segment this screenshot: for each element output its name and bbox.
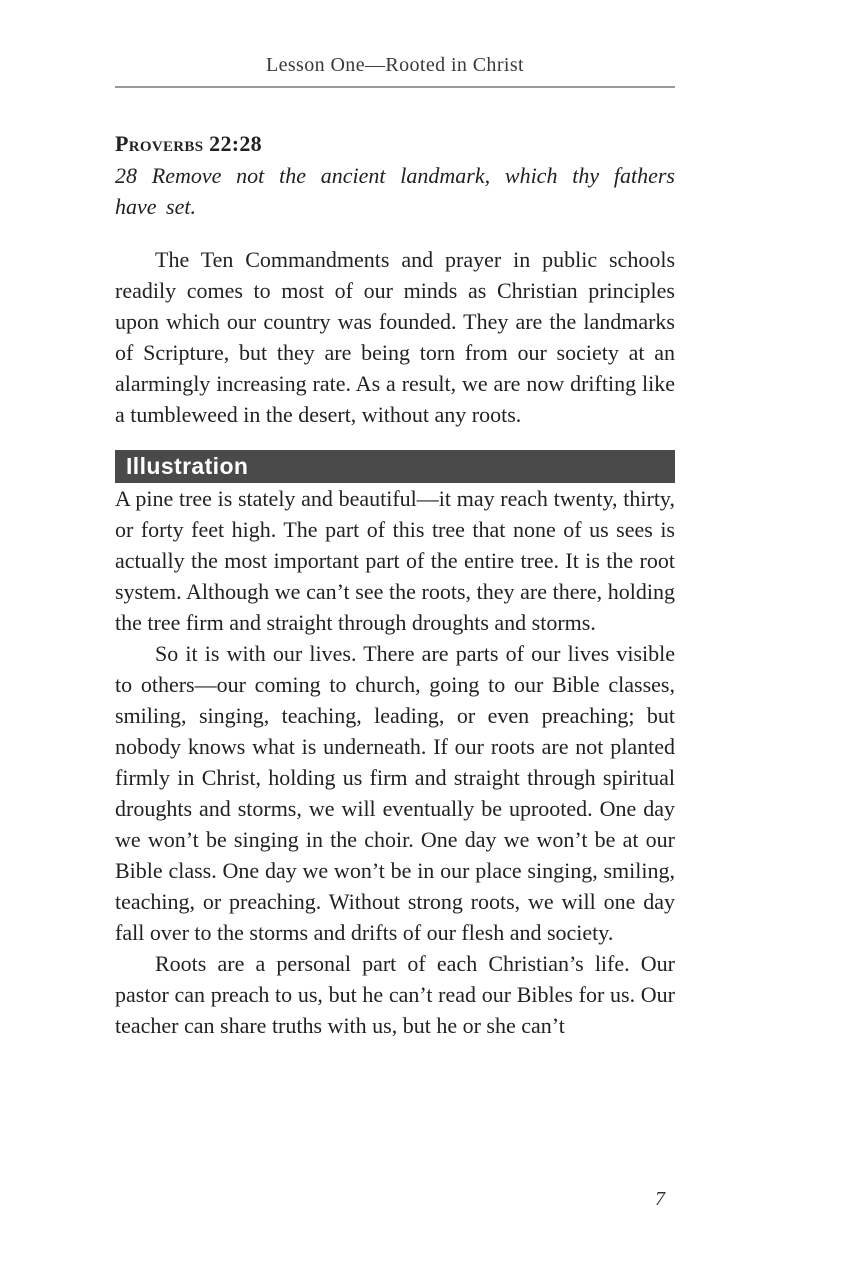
illustration-paragraph-1: A pine tree is stately and beautiful—it may reach twenty, thirty, or forty feet high. The part of this tree that none of us sees is actually the most important part of the entire tree. It is the root system. Although we can’t see the roots, they are there, holding the tree firm and straight through droughts and storms. bbox=[115, 486, 675, 635]
intro-paragraph: The Ten Commandments and prayer in public schools readily comes to most of our minds as Christian principles upon which our country was founded. They are the landmarks of Scripture, but they are being torn from our society at an alarmingly increasing rate. As a result, we are now drifting like a tumbleweed in the desert, without any roots. bbox=[115, 247, 675, 427]
scripture-verse: 28 Remove not the ancient landmark, which thy fathers have set. bbox=[115, 163, 675, 219]
page-number: 7 bbox=[655, 1188, 665, 1210]
illustration-heading-label: Illustration bbox=[126, 453, 249, 479]
running-header: Lesson One—Rooted in Christ bbox=[115, 52, 675, 88]
illustration-paragraph-2: So it is with our lives. There are parts of our lives visible to others—our coming to church, going to our Bible classes, smiling, singing, teaching, leading, or even preaching; but nobody knows what is underneath. If our roots are not planted firmly in Christ, holding us firm and straight through spiritual droughts and storms, we will eventually be uprooted. One day we won’t be singing in the choir. One day we won’t be at our Bible class. One day we won’t be in our place singing, smiling, teaching, or preaching. Without strong roots, we will one day fall over to the storms and drifts of our flesh and society. bbox=[115, 641, 675, 945]
scripture-reference: Proverbs 22:28 bbox=[115, 131, 262, 156]
illustration-section-banner bbox=[115, 450, 675, 483]
illustration-paragraph-3: Roots are a personal part of each Christian’s life. Our pastor can preach to us, but he can’t read our Bibles for us. Our teacher can share truths with us, but he or she can’t bbox=[115, 951, 675, 1038]
text-column bbox=[115, 0, 675, 1041]
